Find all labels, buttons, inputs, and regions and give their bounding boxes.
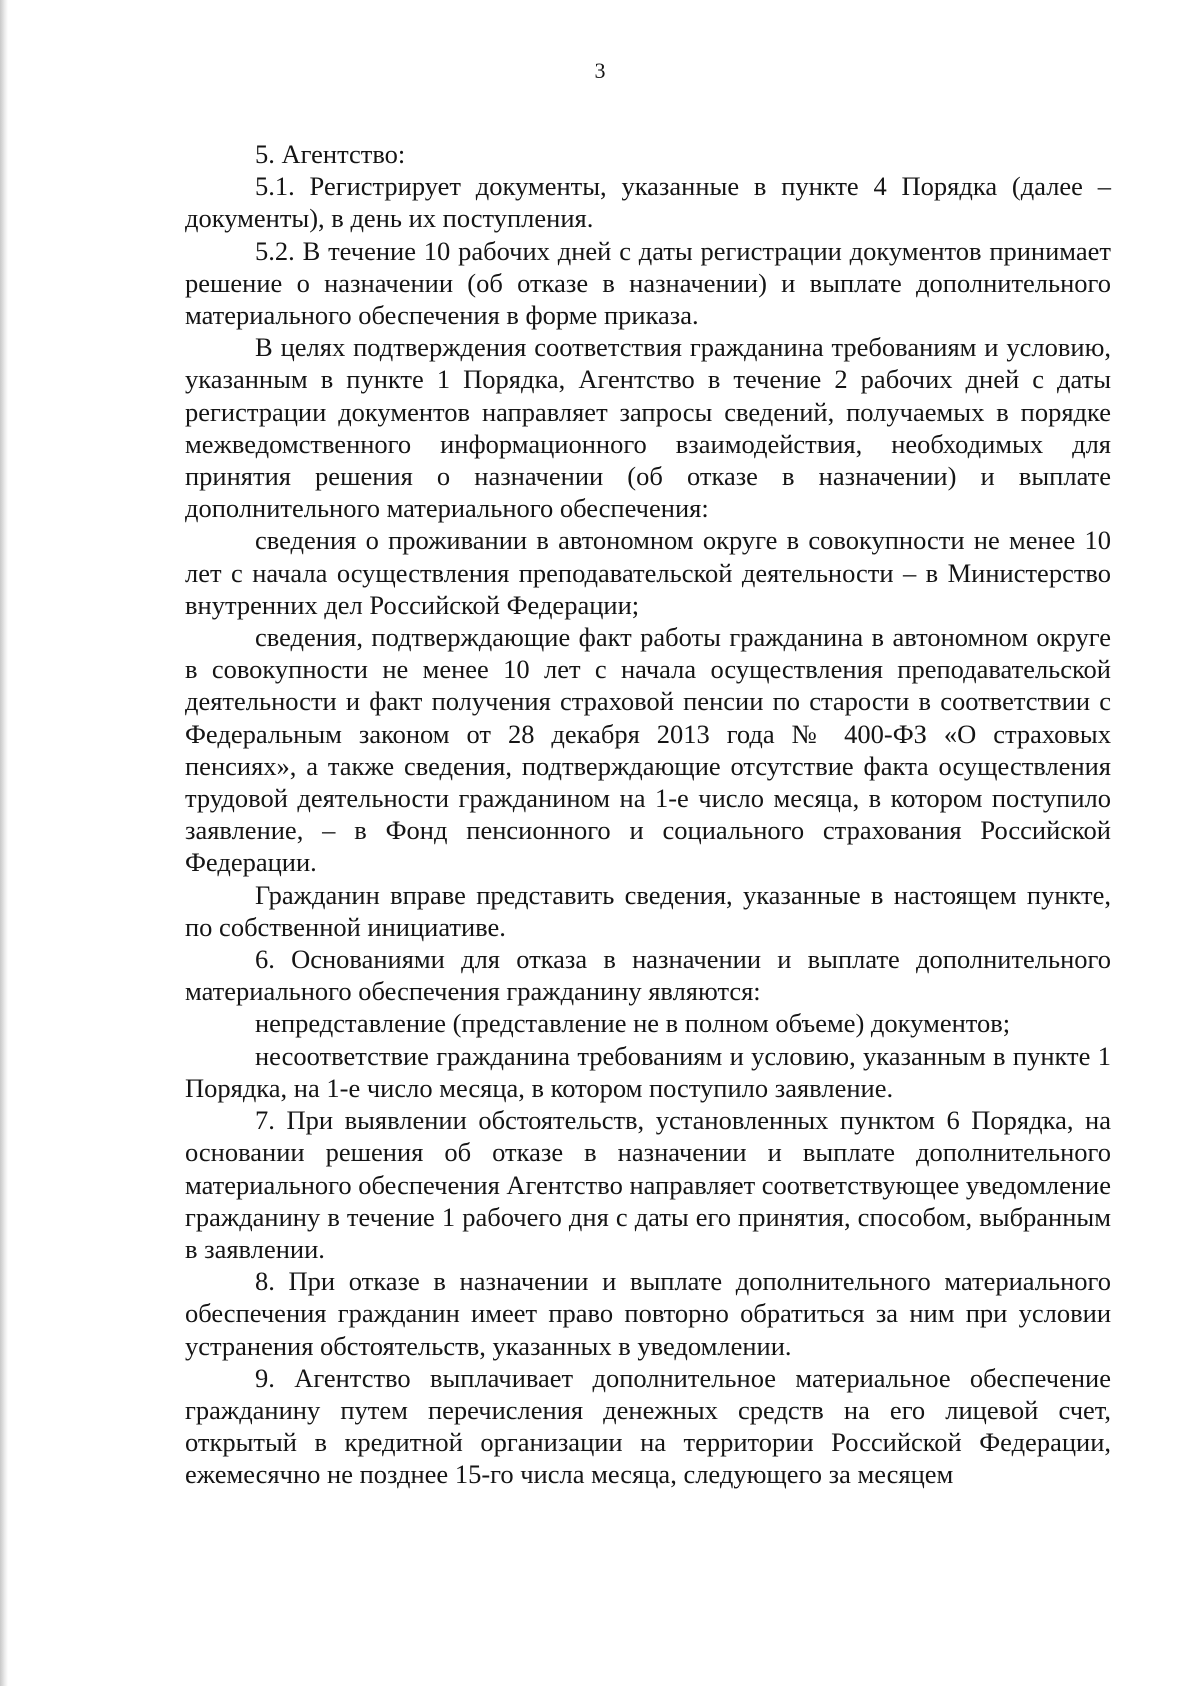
paragraph-5-2: 5.2. В течение 10 рабочих дней с даты регистрации документов принимает решение о назначении (об отказе в назначении) и выплате дополнительного материального обеспечения в форме приказа. [185, 235, 1111, 331]
scan-edge [0, 0, 8, 1686]
paragraph-5-1: 5.1. Регистрирует документы, указанные в пункте 4 Порядка (далее – документы), в день их поступления. [185, 171, 1111, 234]
paragraph-8: 8. При отказе в назначении и выплате дополнительного материального обеспечения гражданин имеет право повторно обратиться за ним при условии устранения обстоятельств, указанных в уведомлении. [185, 1266, 1111, 1361]
paragraph-7: 7. При выявлении обстоятельств, установленных пунктом 6 Порядка, на основании решения об отказе в назначении и выплате дополнительного материального обеспечения Агентство направляет соответствующее уведомление гражданину в течение 1 рабочего дня с даты его принятия, способом, выбранным в заявлении. [185, 1105, 1111, 1264]
paragraph-work-info: сведения, подтверждающие факт работы гражданина в автономном округе в совокупности не менее 10 лет с начала осуществления преподавательской деятельности и факт получения страховой пенсии по старости в соответствии с Федеральным законом от 28 декабря 2013 года № 400-ФЗ «О страховых пенсиях», а также сведения, подтверждающие отсутствие факта осуществления трудовой деятельности гражданином на 1-е число месяца, в котором поступило заявление, – в Фонд пенсионного и социального страхования Российской Федерации. [185, 622, 1111, 878]
paragraph-6: 6. Основаниями для отказа в назначении и выплате дополнительного материального обеспечения гражданину являются: [185, 944, 1111, 1007]
paragraph-verification-requests: В целях подтверждения соответствия гражданина требованиям и условию, указанным в пункте 1 Порядка, Агентство в течение 2 рабочих дней с даты регистрации документов направляет запросы сведений, получаемых в порядке межведомственного информационного взаимодействия, необходимых для принятия решения о назначении (об отказе в назначении) и выплате дополнительного материального обеспечения: [185, 332, 1111, 524]
paragraph-6-item-1: непредставление (представление не в полном объеме) документов; [255, 1008, 1011, 1039]
paragraph-own-initiative: Гражданин вправе представить сведения, указанные в настоящем пункте, по собственной инициативе. [185, 879, 1111, 942]
paragraph-5-heading: 5. Агентство: [255, 139, 406, 169]
paragraph-6-item-2: несоответствие гражданина требованиям и условию, указанным в пункте 1 Порядка, на 1-е число месяца, в котором поступило заявление. [185, 1040, 1111, 1103]
paragraph-residence-info: сведения о проживании в автономном округе в совокупности не менее 10 лет с начала осуществления преподавательской деятельности – в Министерство внутренних дел Российской Федерации; [185, 525, 1111, 620]
document-body [185, 138, 1111, 1491]
paragraph-9: 9. Агентство выплачивает дополнительное материальное обеспечение гражданину путем перечисления денежных средств на его лицевой счет, открытый в кредитной организации на территории Российской Федерации, ежемесячно не позднее 15-го числа месяца, следующего за месяцем [185, 1362, 1111, 1490]
page-number: 3 [594, 58, 606, 83]
